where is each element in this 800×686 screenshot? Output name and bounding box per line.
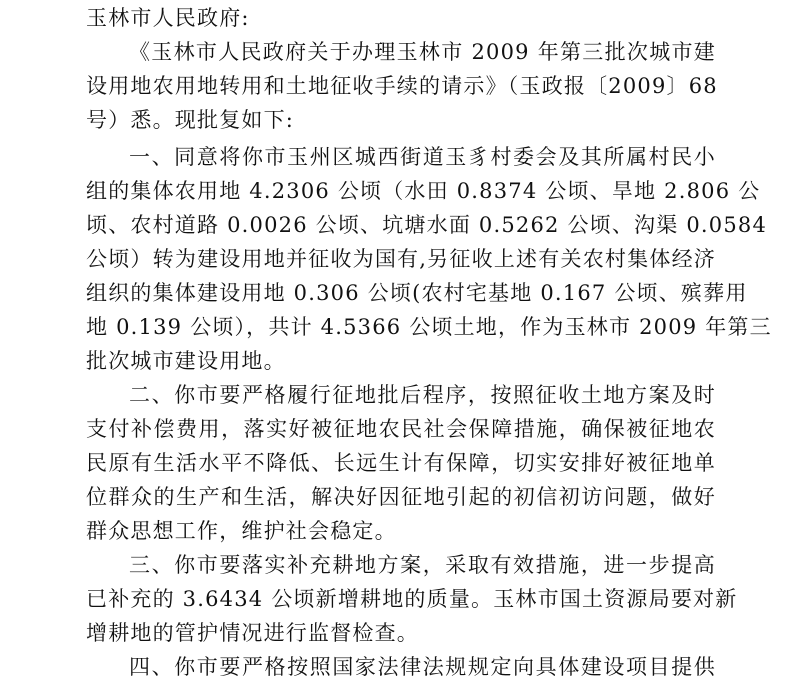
text-line: 增耕地的管护情况进行监督检查。	[86, 621, 419, 645]
text-line: 组的集体农用地 4.2306 公顷（水田 0.8374 公顷、旱地 2.806 公	[86, 179, 761, 203]
text-line: 公顷）转为建设用地并征收为国有,另征收上述有关农村集体经济	[86, 247, 716, 271]
text-line: 位群众的生产和生活，解决好因征地引起的初信初访问题，做好	[86, 485, 716, 509]
text-line: 一、同意将你市玉州区城西街道玉豸村委会及其所属村民小	[129, 145, 716, 169]
text-line: 《玉林市人民政府关于办理玉林市 2009 年第三批次城市建	[129, 40, 716, 64]
text-line: 二、你市要严格履行征地批后程序，按照征收土地方案及时	[129, 383, 716, 407]
text-line: 设用地农用地转用和土地征收手续的请示》（玉政报〔2009〕68	[86, 74, 718, 98]
text-line: 三、你市要落实补充耕地方案，采取有效措施，进一步提高	[129, 553, 716, 577]
text-line: 已补充的 3.6434 公顷新增耕地的质量。玉林市国土资源局要对新	[86, 587, 738, 611]
text-line: 地 0.139 公顷），共计 4.5366 公顷土地，作为玉林市 2009 年第三	[86, 315, 772, 339]
text-line: 四、你市要严格按照国家法律法规规定向具体建设项目提供	[129, 655, 716, 679]
text-line: 民原有生活水平不降低、长远生计有保障，切实安排好被征地单	[86, 451, 716, 475]
text-line: 支付补偿费用，落实好被征地农民社会保障措施，确保被征地农	[86, 417, 716, 441]
text-line: 批次城市建设用地。	[86, 349, 286, 373]
text-line: 顷、农村道路 0.0026 公顷、坑塘水面 0.5262 公顷、沟渠 0.0584	[86, 213, 768, 237]
text-line: 组织的集体建设用地 0.306 公顷(农村宅基地 0.167 公顷、殡葬用	[86, 281, 748, 305]
salutation: 玉林市人民政府:	[86, 6, 250, 30]
text-line: 号）悉。现批复如下:	[86, 108, 295, 132]
text-line: 群众思想工作，维护社会稳定。	[86, 519, 397, 543]
